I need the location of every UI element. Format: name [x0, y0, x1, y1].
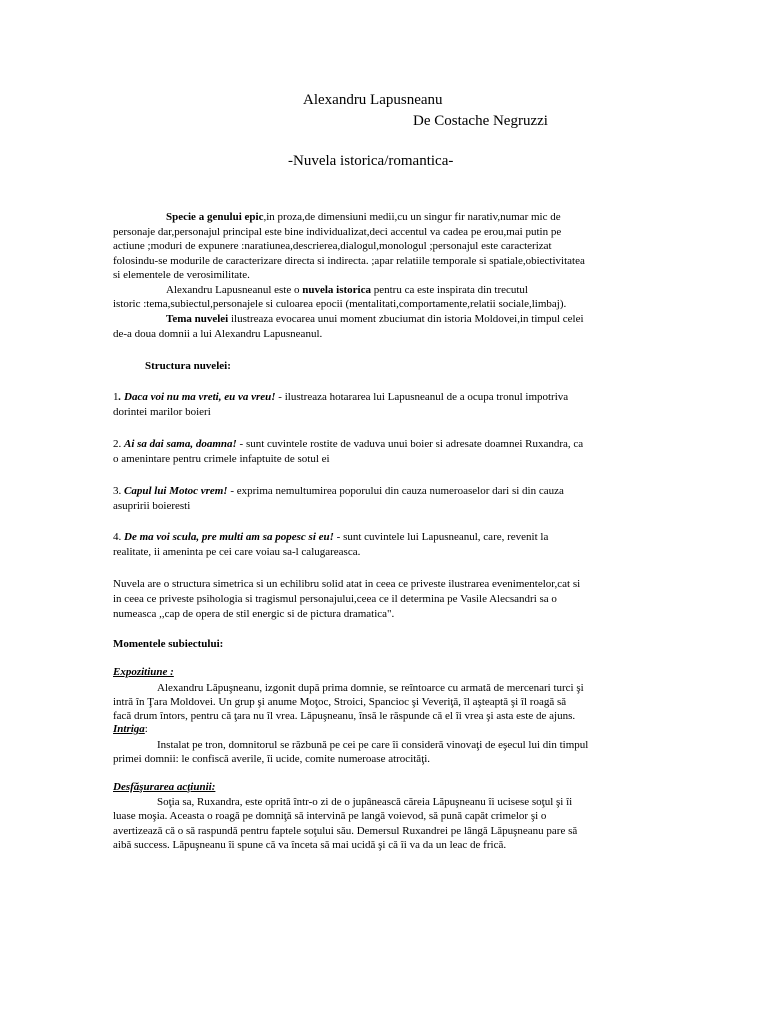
structure-item-4 — [113, 531, 548, 543]
item-number: 2. — [113, 438, 124, 450]
item-text: - ilustreaza hotararea lui Lapusneanul de a ocupa tronul impotriva — [275, 391, 569, 403]
item-number: 3. — [113, 485, 124, 497]
intro-line-6 — [166, 284, 528, 296]
expozitiune-line-3: facă drum întors, pentru că ţara nu îl vrea. Lăpuşneanu, însă le răspunde că el îi vrea şi asta este de ajuns. — [113, 710, 576, 722]
symmetry-line-3: numeasca ,,cap de opera de stil energic si de pictura dramatica". — [113, 608, 395, 620]
intro-text: pentru ca este inspirata din trecutul — [370, 284, 528, 296]
desfasurare-line-1: Soţia sa, Ruxandra, este oprită într-o zi de o jupânească căreia Lăpuşneanu îi ucisese soţul şi îi — [157, 796, 573, 808]
item-quote: Capul lui Motoc vrem! — [124, 485, 228, 497]
symmetry-line-1: Nuvela are o structura simetrica si un echilibru solid atat in ceea ce priveste ilustrarea evenimentelor,cat si — [113, 578, 581, 590]
document-title: Alexandru Lapusneanu — [303, 92, 443, 108]
intro-line-1 — [166, 211, 561, 223]
item-text: - sunt cuvintele lui Lapusneanul, care, revenit la — [333, 531, 549, 543]
item-quote: De ma voi scula, pre multi am sa popesc si eu! — [124, 531, 334, 543]
symmetry-line-2: in ceea ce priveste psihologia si tragismul personajului,ceea ce il determina pe Vasile Alecsandri sa o — [113, 593, 557, 605]
structure-item-2 — [113, 438, 583, 450]
intro-bold-theme: Tema nuvelei — [166, 313, 229, 325]
intro-bold-species: Specie a genului epic — [166, 211, 264, 223]
document-subtitle: -Nuvela istorica/romantica- — [288, 153, 454, 169]
item-text: - exprima nemultumirea poporului din cauza numeroaselor dari si din cauza — [227, 485, 564, 497]
structure-item-1 — [113, 391, 568, 403]
intro-text: ilustreaza evocarea unui moment zbuciumat din istoria Moldovei,in timpul celei — [228, 313, 584, 325]
structure-item-2-cont: o amenintare pentru crimele infaptuite de sotul ei — [113, 453, 330, 465]
intro-line-4: folosindu-se modurile de caracterizare directa si indirecta. ;apar relatiile temporale si spatiale,obiectivitatea — [113, 255, 585, 267]
intriga-line-2: primei domnii: le confiscă averile, îi ucide, comite numeroase atrocităţi. — [113, 753, 431, 765]
intro-line-7: istoric :tema,subiectul,personajele si culoarea epocii (mentalitati,comportamente,relatii sociale,limbaj). — [113, 298, 567, 310]
intro-line-8 — [166, 313, 584, 325]
intro-text: Alexandru Lapusneanul este o — [166, 284, 303, 296]
document-author: De Costache Negruzzi — [413, 113, 548, 129]
intro-line-3: actiune ;moduri de expunere :naratiunea,descrierea,dialogul,monologul ;personajul este caracterizat — [113, 240, 552, 252]
item-text: - sunt cuvintele rostite de vaduva unui boier si adresate doamnei Ruxandra, ca — [236, 438, 584, 450]
item-quote: . Daca voi nu ma vreti, eu va vreu! — [118, 391, 276, 403]
expozitiune-label: Expozitiune : — [113, 666, 174, 678]
structure-item-3-cont: asupririi boieresti — [113, 500, 191, 512]
intriga-line-1: Instalat pe tron, domnitorul se răzbună pe cei pe care îi consideră vinovaţi de eşecul lui din timpul — [157, 739, 589, 751]
intro-bold-historic: nuvela istorica — [302, 284, 371, 296]
desfasurare-label: Desfăşurarea acţiunii: — [113, 781, 216, 793]
item-number: 4. — [113, 531, 124, 543]
desfasurare-line-2: luase moşia. Aceasta o roagă pe domniţă să intervină pe langă voievod, să pună capăt crimelor şi o — [113, 810, 547, 822]
intro-line-9: de-a doua domnii a lui Alexandru Lapusneanul. — [113, 328, 323, 340]
desfasurare-line-4: aibă success. Lăpuşneanu îi spune că va înceta să mai ucidă şi că îi va da un leac de frică. — [113, 839, 507, 851]
structure-item-4-cont: realitate, ii ameninta pe cei care voiau sa-l calugareasca. — [113, 546, 361, 558]
moments-heading: Momentele subiectului: — [113, 638, 224, 650]
structure-item-1-cont: dorintei marilor boieri — [113, 406, 211, 418]
structure-item-3 — [113, 485, 564, 497]
structure-heading: Structura nuvelei: — [145, 360, 231, 372]
desfasurare-line-3: avertizează că o să raspundă pentru faptele soţului său. Demersul Ruxandrei pe lângă Lăpuşneanu pare să — [113, 825, 578, 837]
expozitiune-line-2: intră în Ţara Moldovei. Un grup şi anume Moţoc, Stroici, Spancioc şi Veveriţă, îl aşteaptă şi îl roagă să — [113, 696, 567, 708]
item-number: 1 — [113, 391, 119, 403]
intro-line-5: si elementele de verosimilitate. — [113, 269, 250, 281]
expozitiune-line-1: Alexandru Lăpuşneanu, izgonit după prima domnie, se reîntoarce cu armată de mercenari turci şi — [157, 682, 584, 694]
intriga-colon: : — [144, 723, 148, 735]
intro-line-2: personaje dar,personajul principal este bine individualizat,deci accentul va cadea pe erou,mai putin pe — [113, 226, 562, 238]
item-quote: Ai sa dai sama, doamna! — [124, 438, 237, 450]
intriga-label: Intriga — [113, 723, 145, 735]
intriga-label-line — [113, 723, 148, 735]
intro-text: ,in proza,de dimensiuni medii,cu un singur fir narativ,numar mic de — [263, 211, 561, 223]
